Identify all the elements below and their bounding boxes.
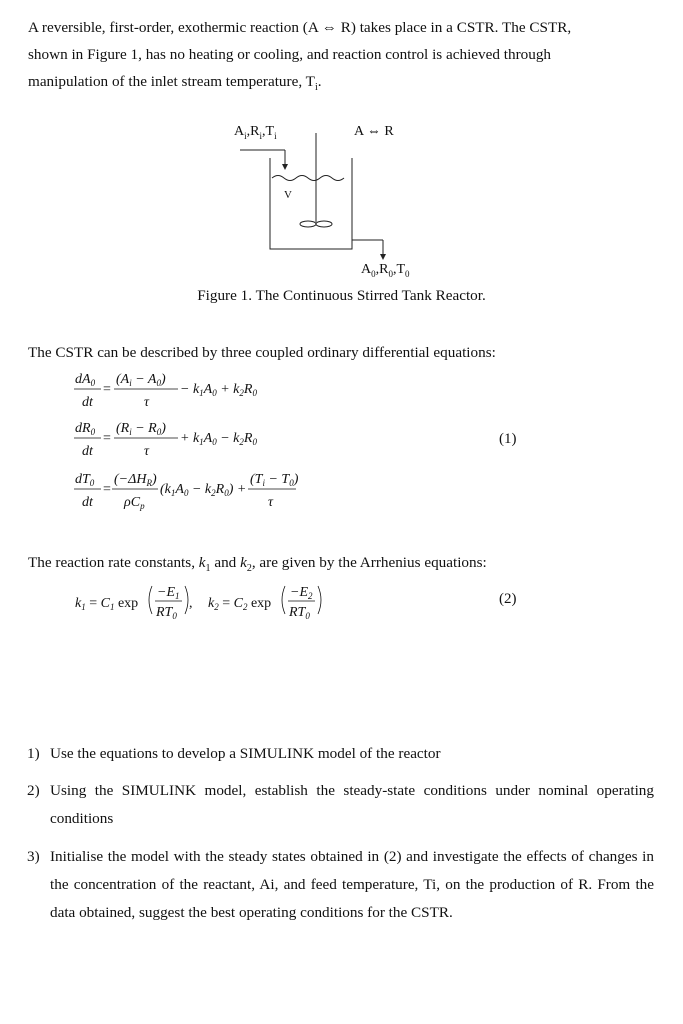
task-item-1: 1) Use the equations to develop a SIMULINK model of the reactor xyxy=(27,745,441,762)
svg-text:−E1: $-E_1$ xyxy=(157,585,180,601)
svg-text:dt: dt xyxy=(82,395,93,410)
svg-text:(−ΔHR): $(-\Delta H_R)$ xyxy=(114,472,157,488)
task-item-3: 3) Initialise the model with the steady states obtained in (2) and investigate the effects of changes in the concentration of the reactant, Ai, and feed temperature, Ti, on the production of R. From the data obtained, suggest the best operating conditions for the CSTR. xyxy=(27,848,654,921)
equation-number-2: (2) xyxy=(499,591,517,607)
inlet-label: $A_i,R_i,T_i$ xyxy=(234,124,277,141)
svg-text:=: = xyxy=(103,431,111,446)
figure-caption: Figure 1. The Continuous Stirred Tank Reactor. xyxy=(197,287,486,304)
svg-text:k2 = C2 exp: $k_2 = C_2$ exp xyxy=(208,596,272,612)
svg-text:dA0: $dA_0$ xyxy=(75,372,96,388)
intro-line-2: shown in Figure 1, has no heating or cooling, and reaction control is achieved through xyxy=(28,46,552,63)
svg-text:− k1A0 + k2R0: − $k_1A_0 + k_2R_0$ xyxy=(180,382,257,398)
svg-text:k1 = C1 exp: $k_1 = C_1$ exp xyxy=(75,596,139,612)
outlet-label: $A_0,R_0,T_0$ xyxy=(361,262,410,279)
svg-text:dt: dt xyxy=(82,495,93,510)
svg-text:(Ti − T0): $(T_i - T_0)$ xyxy=(250,472,299,488)
svg-text:dR0: $dR_0$ xyxy=(75,421,96,437)
svg-text:τ: τ xyxy=(144,395,150,410)
intro-line-3: manipulation of the inlet stream temperature, $T_i$. xyxy=(28,73,322,94)
svg-text:(Ri − R0): $(R_i - R_0)$ xyxy=(116,421,166,437)
svg-text:(Ai − A0): $(A_i - A_0)$ xyxy=(116,372,166,388)
svg-text:ρCp: $\rho C_p$ xyxy=(124,495,145,511)
svg-text:,: , xyxy=(189,596,193,611)
task-item-2: 2) Using the SIMULINK model, establish the steady-state conditions under nominal operating conditions xyxy=(27,782,654,827)
svg-text:RT0: $RT_0$ xyxy=(156,605,177,621)
svg-text:τ: τ xyxy=(144,444,150,459)
arrhenius-intro: The reaction rate constants, $k_1$ and $k_2$, are given by the Arrhenius equations: xyxy=(28,554,487,575)
volume-label: V xyxy=(284,189,292,201)
svg-text:=: = xyxy=(103,382,111,397)
svg-text:=: = xyxy=(103,482,111,497)
intro-line-1: A reversible, first-order, exothermic reaction (A ⇔ R) takes place in a CSTR. The CSTR, xyxy=(28,19,572,36)
svg-text:dT0: $dT_0$ xyxy=(75,472,95,488)
equation-number-1: (1) xyxy=(499,431,517,447)
ode-intro: The CSTR can be described by three coupled ordinary differential equations: xyxy=(28,344,496,361)
svg-text:+ k1A0 − k2R0: + $k_1A_0 - k_2R_0$ xyxy=(180,431,257,447)
svg-text:τ: τ xyxy=(268,495,274,510)
svg-text:RT0: $RT_0$ xyxy=(289,605,310,621)
svg-text:dt: dt xyxy=(82,444,93,459)
svg-text:−E2: $-E_2$ xyxy=(290,585,313,601)
reaction-label: A ⇔ R xyxy=(354,124,394,139)
svg-text:(k1A0 − k2R0) +: $(k_1A_0 - k_2R_0)$ + xyxy=(160,482,247,498)
